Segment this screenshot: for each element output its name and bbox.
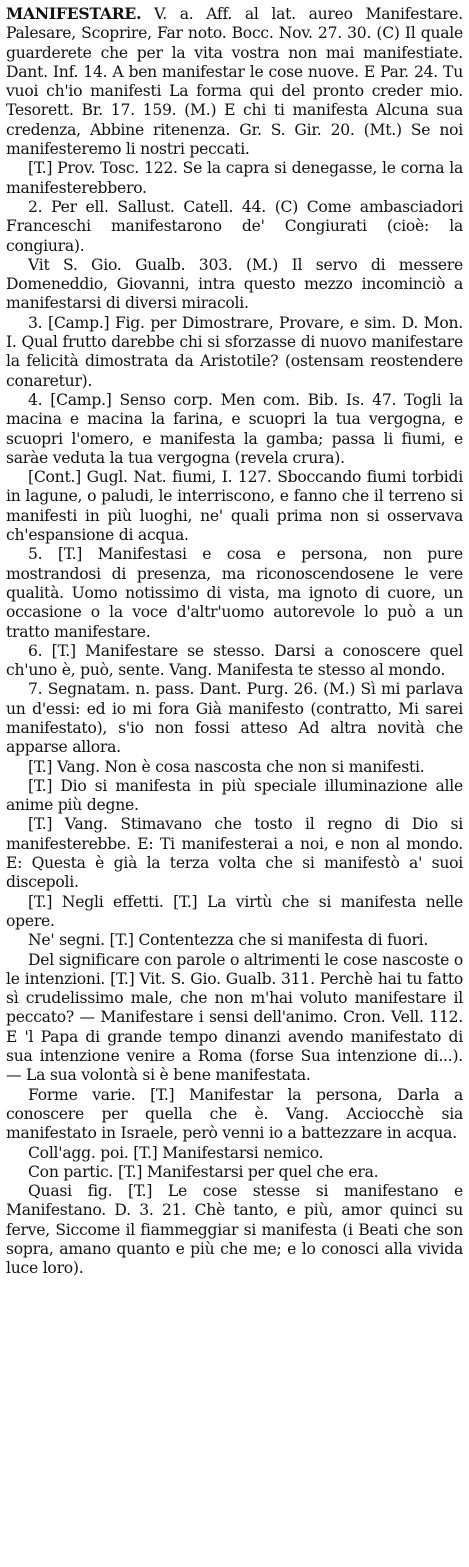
entry-paragraph-7: [Cont.] Gugl. Nat. fiumi, I. 127. Sboccando fiumi torbidi in lagune, o paludi, le interriscono, e fanno che il terreno si manifesti in più luoghi, ne' quali prima non si osservava ch'espansione di acqua.	[6, 468, 463, 545]
entry-paragraph-20: Quasi fig. [T.] Le cose stesse si manifestano e Manifestano. D. 3. 21. Chè tanto, e più, amor quinci su ferve, Siccome il fiammeggiar si manifesta (i Beati che son sopra, amano quanto e più che me; e lo conosci alla vivida luce loro).	[6, 1182, 463, 1278]
entry-paragraph-15: Ne' segni. [T.] Contentezza che si manifesta di fuori.	[28, 931, 429, 950]
entry-paragraph-14: [T.] Negli effetti. [T.] La virtù che si manifesta nelle opere.	[6, 892, 463, 930]
entry-paragraph-1	[6, 4, 463, 159]
entry-paragraph-4: Vit S. Gio. Gualb. 303. (M.) Il servo di messere Domeneddio, Giovanni, intra questo mezzo incominciò a manifestarsi di diversi miracoli.	[6, 255, 463, 313]
entry-paragraph-12: [T.] Dio si manifesta in più speciale illuminazione alle anime più degne.	[6, 776, 463, 815]
entry-paragraph-3: 2. Per ell. Sallust. Catell. 44. (C) Come ambasciadori Franceschi manifestarono de' Congiurati (cioè: la congiura).	[6, 197, 463, 255]
entry-paragraph-16: Del significare con parole o altrimenti le cose nascoste o le intenzioni. [T.] Vit. S. Gio. Gualb. 311. Perchè hai tu fatto sì crudelissimo male, che non m'hai voluto manifestare il peccato? — Manifestare i sensi dell'animo. Cron. Vell. 112. E 'l Papa di grande tempo dinanzi avendo manifestato di sua intenzione venire a Roma (forse Sua intenzione di...). — La sua volontà si è bene manifestata.	[6, 950, 463, 1085]
entry-paragraph-17: Forme varie. [T.] Manifestar la persona, Darla a conoscere per quella che è. Vang. Acciocchè sia manifestato in Israele, però venni io a battezzare in acqua.	[6, 1085, 463, 1143]
entry-paragraph-9: 6. [T.] Manifestare se stesso. Darsi a conoscere quel ch'uno è, può, sente. Vang. Manifesta te stesso al mondo.	[6, 641, 463, 680]
entry-paragraph-6: 4. [Camp.] Senso corp. Men com. Bib. Is. 47. Togli la macina e macina la farina, e scuopri la tua vergogna, e scuopri l'omero, e manifesta la gamba; passa li fiumi, e saràe veduta la tua vergogna (revela crura).	[6, 390, 463, 467]
entry-paragraph-5: 3. [Camp.] Fig. per Dimostrare, Provare, e sim. D. Mon. I. Qual frutto darebbe chi si sforzasse di nuovo manifestare la felicità dimostrata da Aristotile? (ostensam reostendere conaretur).	[6, 313, 463, 390]
entry-paragraph-11: [T.] Vang. Non è cosa nascosta che non si manifesti.	[28, 757, 425, 776]
entry-paragraph-2: [T.] Prov. Tosc. 122. Se la capra si denegasse, le corna la manifesterebbero.	[6, 159, 463, 197]
entry-paragraph-10: 7. Segnatam. n. pass. Dant. Purg. 26. (M.) Sì mi parlava un d'essi: ed io mi fora Già manifesto (contratto, Mi sarei manifestato), s'io non fossi atteso Ad altra novità che apparse allora.	[6, 680, 463, 757]
entry-paragraph-18: Coll'agg. poi. [T.] Manifestarsi nemico.	[28, 1143, 324, 1162]
entry-definition: V. a. Aff. al lat. aureo Manifestare. Palesare, Scoprire, Far noto. Bocc. Nov. 27. 30. (C) Il quale guarderete che per la vita vostra non mai manifestiate. Dant. Inf. 14. A ben manifestar le cose nuove. E Par. 24. Tu vuoi ch'io manifesti La forma qui del pronto creder mio. Tesorett. Br. 17. 159. (M.) E chi ti manifesta Alcuna sua credenza, Abbine ritenenza. Gr. S. Gir. 20. (Mt.) Se noi manifesteremo li nostri peccati.	[6, 5, 463, 159]
entry-paragraph-13: [T.] Vang. Stimavano che tosto il regno di Dio si manifesterebbe. E: Ti manifesterai a noi, e non al mondo. E: Questa è già la terza volta che si manifestò a' suoi discepoli.	[6, 815, 463, 892]
entry-paragraph-8: 5. [T.] Manifestasi e cosa e persona, non pure mostrandosi di presenza, ma riconoscendosene le vere qualità. Uomo notissimo di vista, ma ignoto di cuore, un occasione o la voce d'altr'uomo autorevole lo può a un tratto manifestare.	[6, 545, 463, 641]
entry-paragraph-19: Con partic. [T.] Manifestarsi per quel che era.	[28, 1162, 379, 1181]
headword: MANIFESTARE.	[6, 4, 142, 23]
